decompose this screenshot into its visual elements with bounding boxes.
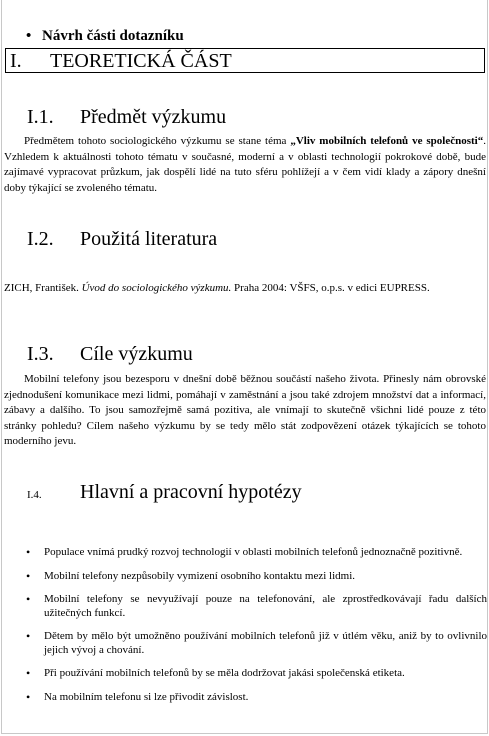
hypotheses-list xyxy=(26,546,487,704)
section-number: I.2. xyxy=(27,228,54,250)
section-title: Předmět výzkumu xyxy=(80,106,227,128)
section-heading-hypotheses xyxy=(27,481,302,504)
literature-citation xyxy=(4,281,486,297)
list-item: • Dětem by mělo být umožněno používání mobilních telefonů již v útlém věku, aniž by to ovlivnilo jejich vývoj a chování. xyxy=(26,630,487,657)
bullet-marker: • xyxy=(26,28,32,44)
citation-rest: Praha 2004: VŠFS, o.p.s. v edici EUPRESS. xyxy=(231,282,430,294)
section-title: Použitá literatura xyxy=(80,228,218,250)
goals-paragraph xyxy=(4,372,486,450)
citation-title: Úvod do sociologického výzkumu. xyxy=(81,282,232,294)
part-title: TEORETICKÁ ČÁST xyxy=(50,50,232,72)
list-item: • Na mobilním telefonu si lze přivodit závislost. xyxy=(26,691,487,705)
document-page xyxy=(1,0,488,734)
part-number: I. xyxy=(10,50,22,72)
section-heading-subject xyxy=(27,106,226,129)
questionnaire-bullet xyxy=(26,28,184,45)
list-item: • Při používání mobilních telefonů by se měla dodržovat jakási společenská etiketa. xyxy=(26,667,487,681)
section-heading-literature xyxy=(27,228,217,251)
subject-topic: „Vliv mobilních telefonů ve společnosti“ xyxy=(290,135,484,147)
subject-rest: . Vzhledem k aktuálnosti tohoto tématu v současné, moderní a v oblasti technologií pokrokové době, bude zajímavé vypracovat průzkum, jak dospělí lidé na tuto sféru pohlížejí a v čem vidí klady a zápory dnešní doby týkající se zvoleného tématu. xyxy=(4,135,486,194)
part-heading xyxy=(5,48,485,73)
section-number: I.3. xyxy=(27,343,54,365)
list-item: • Populace vnímá prudký rozvoj technologií v oblasti mobilních telefonů jednoznačně pozitivně. xyxy=(26,546,487,560)
goals-text: Mobilní telefony jsou bezesporu v dnešní době běžnou součástí našeho života. Přinesly nám obrovské zjednodušení komunikace mezi lidmi, pomáhají v zaměstnání a jsou také zdrojem množství dat a informací, zábavy a dalšího. To jsou samozřejmě samá pozitiva, ale vnímají to skutečně všichni lidé pouze z této stránky pohledu? Cílem našeho výzkumu by se tedy mělo stát zodpovězení otázek týkajících se tohoto moderního jevu. xyxy=(4,373,486,447)
section-title: Cíle výzkumu xyxy=(80,343,193,365)
section-number: I.1. xyxy=(27,106,54,128)
section-heading-goals xyxy=(27,343,193,366)
section-number: I.4. xyxy=(27,489,42,501)
subject-paragraph xyxy=(4,134,486,196)
questionnaire-bullet-text: Návrh části dotazníku xyxy=(42,28,184,44)
section-title: Hlavní a pracovní hypotézy xyxy=(80,481,302,503)
subject-lead: Předmětem tohoto sociologického výzkumu se stane téma xyxy=(24,135,291,147)
citation-author: ZICH, František. xyxy=(4,282,82,294)
list-item: • Mobilní telefony nezpůsobily vymizení osobního kontaktu mezi lidmi. xyxy=(26,570,487,584)
list-item: • Mobilní telefony se nevyužívají pouze na telefonování, ale zprostředkovávají řadu dalších užitečných funkcí. xyxy=(26,593,487,620)
